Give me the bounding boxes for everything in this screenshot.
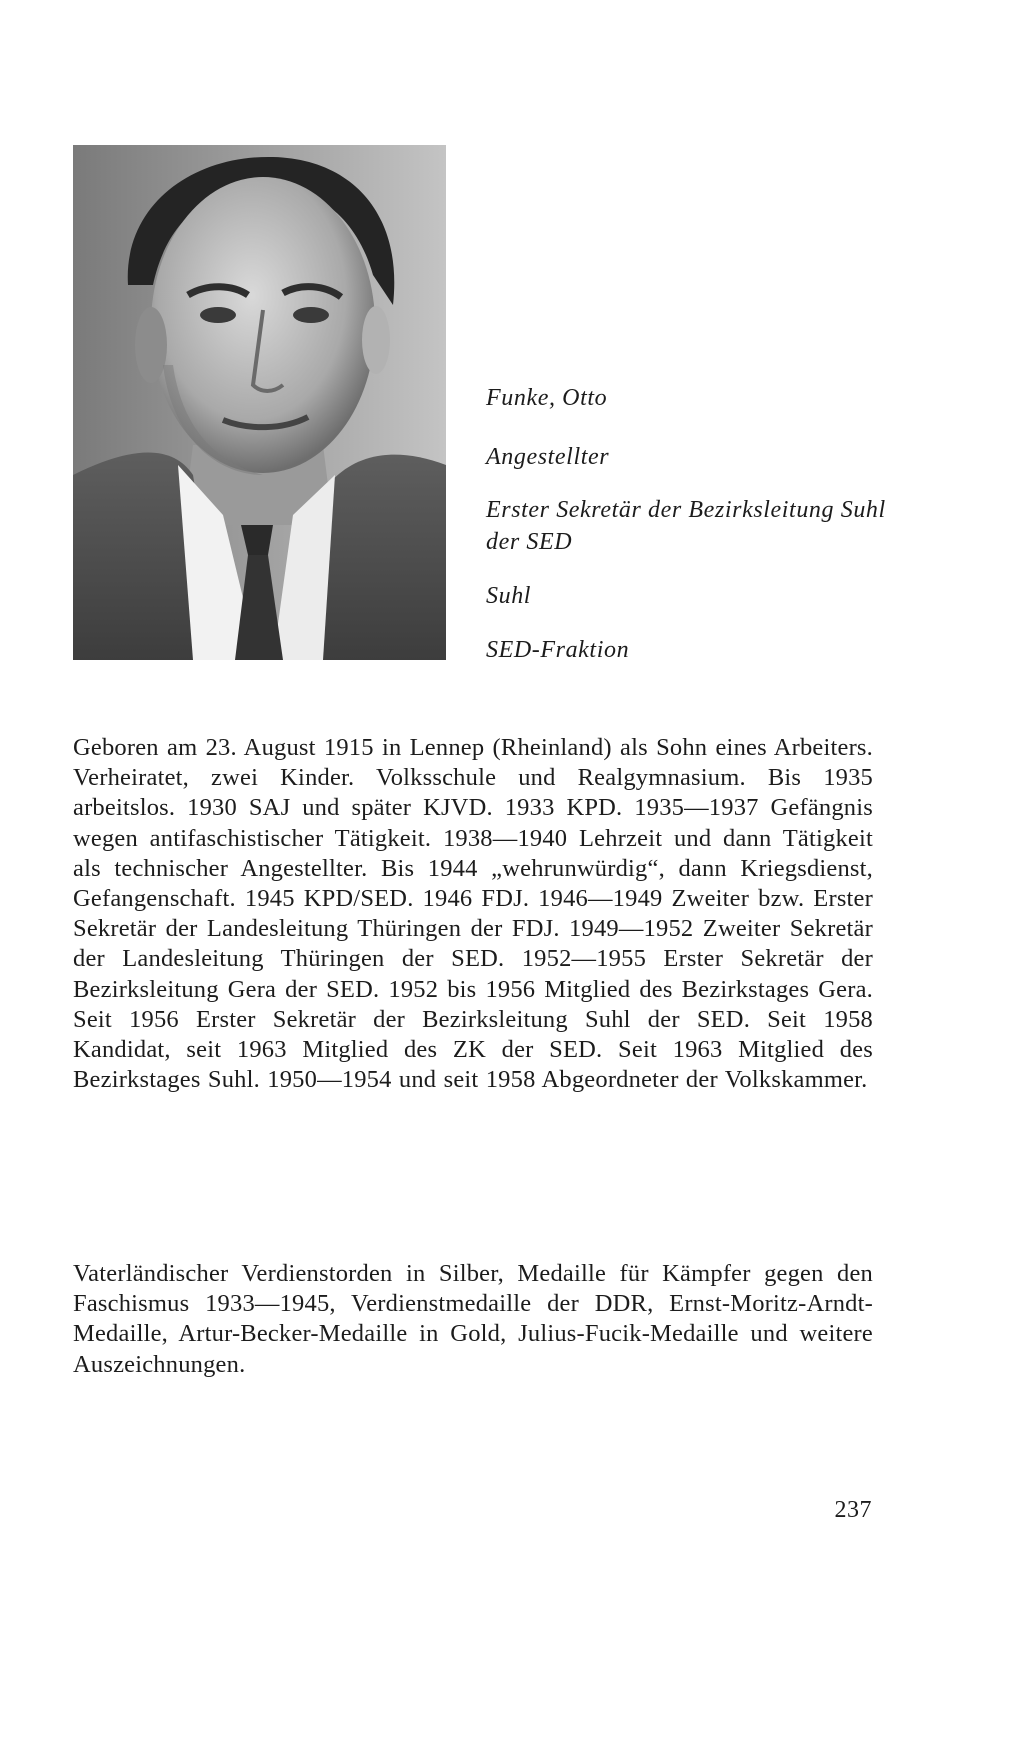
constituency: Suhl: [486, 583, 532, 609]
biography-paragraph: Geboren am 23. August 1915 in Lennep (Rheinland) als Sohn eines Arbeiters. Verheiratet, zwei Kinder. Volksschule und Realgymnasium. Bis 1935 arbeitslos. 1930 SAJ und später KJVD. 1933 KPD. 1935—1937 Gefängnis wegen antifaschistischer Tätigkeit. 1938—1940 Lehrzeit und dann Tätigkeit als technischer Angestellter. Bis 1944 „wehrunwürdig“, dann Kriegsdienst, Gefangenschaft. 1945 KPD/SED. 1946 FDJ. 1946—1949 Zweiter bzw. Erster Sekretär der Landesleitung Thüringen der FDJ. 1949—1952 Zweiter Sekretär der Landesleitung Thüringen der SED. 1952—1955 Erster Sekretär der Bezirksleitung Gera der SED. 1952 bis 1956 Mitglied des Bezirkstages Gera. Seit 1956 Erster Sekretär der Bezirksleitung Suhl der SED. Seit 1958 Kandidat, seit 1963 Mitglied des ZK der SED. Seit 1963 Mitglied des Bezirkstages Suhl. 1950—1954 und seit 1958 Abgeordneter der Volkskammer.: [73, 734, 873, 1094]
awards-paragraph: Vaterländischer Verdienstorden in Silber, Medaille für Kämpfer gegen den Faschismus 1933—1945, Verdienstmedaille der DDR, Ernst-Moritz-Arndt-Medaille, Artur-Becker-Medaille in Gold, Julius-Fucik-Medaille und weitere Auszeichnungen.: [73, 1260, 873, 1378]
page-number: 237: [834, 1497, 872, 1523]
portrait-photo: [73, 145, 446, 660]
portrait-illustration: [73, 145, 446, 660]
person-name: Funke, Otto: [486, 385, 608, 411]
parliamentary-faction: SED-Fraktion: [486, 637, 630, 663]
party-function: Erster Sekretär der Bezirksleitung Suhl der SED: [486, 497, 886, 555]
occupation: Angestellter: [486, 444, 610, 470]
